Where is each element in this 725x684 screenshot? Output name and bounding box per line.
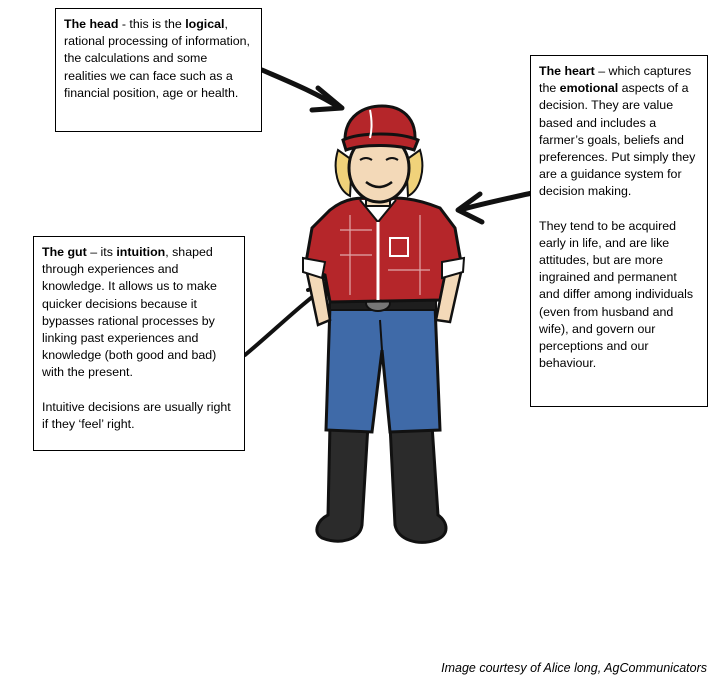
callout-head-body: , rational processing of information, the calculations and some realities we can face such as a financial position, age or health. bbox=[64, 17, 250, 100]
boots bbox=[317, 425, 446, 542]
callout-heart-title: The heart bbox=[539, 64, 595, 78]
callout-head-lead: - this is the bbox=[118, 17, 186, 31]
callout-heart-body: aspects of a decision. They are value based and includes a farmer’s goals, beliefs and preferences. Put simply they are a guidance system for decision making. bbox=[539, 81, 696, 199]
callout-heart-text bbox=[539, 63, 699, 201]
callout-heart-lead: – which captures the bbox=[539, 64, 692, 96]
jeans bbox=[326, 305, 440, 432]
image-credit: Image courtesy of Alice long, AgCommunicators bbox=[441, 661, 707, 675]
callout-gut-body: , shaped through experiences and knowledge. It allows us to make quicker decisions because it bypasses rational processes by linking past experiences and knowledge (both good and bad) with the present. bbox=[42, 245, 217, 380]
callout-head bbox=[55, 8, 262, 132]
callout-head-keyword: logical bbox=[185, 17, 225, 31]
callout-head-title: The head bbox=[64, 17, 119, 31]
callout-gut-title: The gut bbox=[42, 245, 87, 259]
shirt bbox=[305, 198, 462, 302]
arrow-heart bbox=[458, 193, 532, 222]
callout-heart bbox=[530, 55, 708, 407]
callout-gut-keyword: intuition bbox=[116, 245, 166, 259]
callout-gut-text bbox=[42, 244, 236, 382]
callout-gut-para2: Intuitive decisions are usually right if they ‘feel’ right. bbox=[42, 399, 231, 431]
cap bbox=[343, 106, 418, 150]
callout-head-text bbox=[64, 16, 253, 102]
callout-heart-para2: They tend to be acquired early in life, and are like attitudes, but are more ingrained and permanent and differ among individuals (even from husband and wife), and govern our perceptions and our behaviour. bbox=[539, 218, 694, 371]
callout-gut bbox=[33, 236, 245, 451]
callout-heart-keyword: emotional bbox=[559, 81, 619, 96]
arrow-head bbox=[262, 70, 342, 110]
callout-gut-lead: – its bbox=[86, 245, 117, 259]
